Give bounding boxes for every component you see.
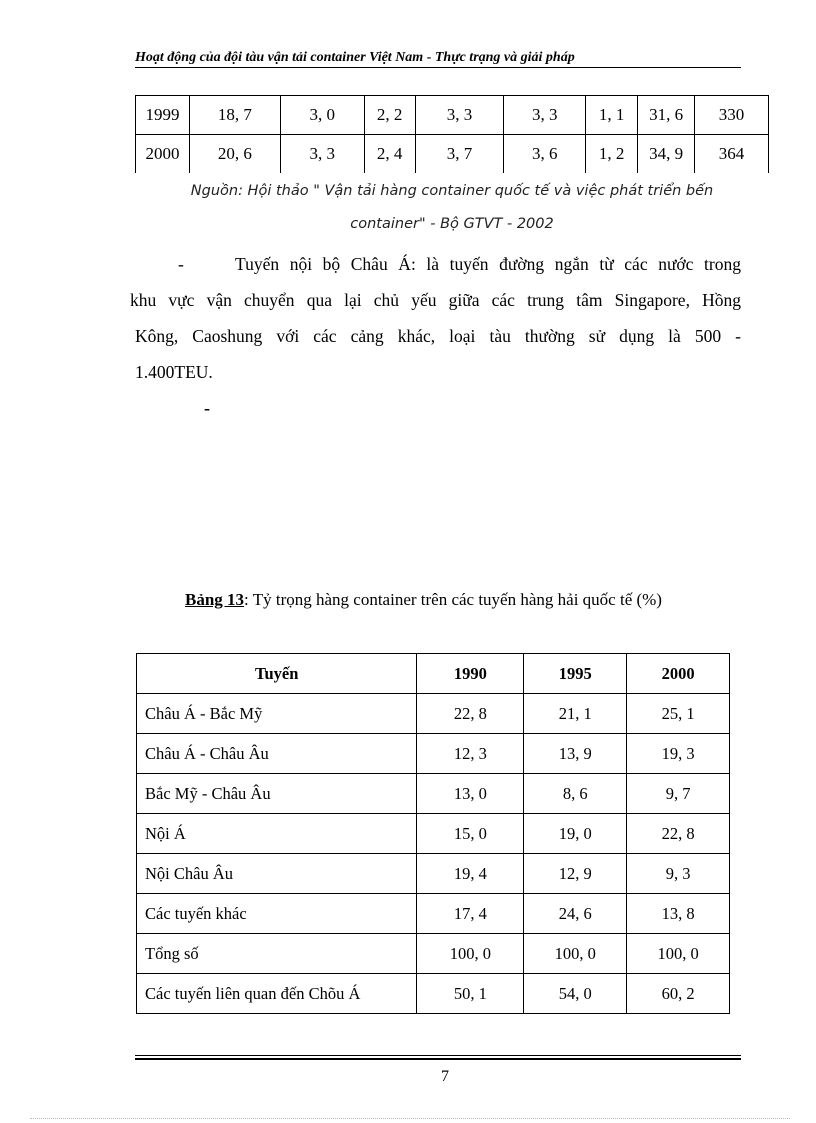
footer-rule: [135, 1058, 741, 1060]
table-cell: 3, 3: [280, 135, 364, 174]
table-row: [137, 734, 730, 774]
value-cell: 13, 8: [627, 894, 730, 934]
table-cell: 20, 6: [189, 135, 280, 174]
value-cell: 17, 4: [417, 894, 524, 934]
table-cell: 3, 6: [504, 135, 586, 174]
value-cell: 8, 6: [524, 774, 627, 814]
table-cell: 31, 6: [638, 96, 695, 135]
table-cell: 3, 7: [415, 135, 504, 174]
header-rule: [135, 67, 741, 68]
value-cell: 15, 0: [417, 814, 524, 854]
table-row: [137, 934, 730, 974]
running-header: Hoạt động của đội tàu vận tải container Việt Nam - Thực trạng và giải pháp: [135, 50, 575, 65]
source-line-2: container" - Bộ GTVT - 2002: [350, 216, 554, 232]
table-row: [137, 774, 730, 814]
value-cell: 22, 8: [627, 814, 730, 854]
continued-data-table: [135, 95, 769, 173]
value-cell: 54, 0: [524, 974, 627, 1014]
table-cell: 34, 9: [638, 135, 695, 174]
table-cell: 1, 1: [586, 96, 638, 135]
route-cell: Các tuyến khác: [137, 894, 417, 934]
footer-rule: [135, 1055, 741, 1056]
value-cell: 19, 0: [524, 814, 627, 854]
column-header: 2000: [627, 654, 730, 694]
page-number: 7: [441, 1068, 449, 1085]
value-cell: 60, 2: [627, 974, 730, 1014]
value-cell: 100, 0: [524, 934, 627, 974]
table-cell: 3, 3: [504, 96, 586, 135]
column-header: 1990: [417, 654, 524, 694]
table-cell: 330: [695, 96, 769, 135]
paragraph-line: khu vực vận chuyển qua lại chủ yếu giữa các trung tâm Singapore, Hồng: [130, 290, 741, 310]
paragraph-line: Tuyến nội bộ Châu Á: là tuyến đường ngắn từ các nước trong: [235, 254, 741, 274]
table-row: [137, 894, 730, 934]
paragraph-line: 1.400TEU.: [135, 362, 213, 382]
table-cell: 2, 4: [364, 135, 415, 174]
table-caption-text: : Tỷ trọng hàng container trên các tuyến hàng hải quốc tế (%): [244, 590, 662, 609]
table-cell: 2, 2: [364, 96, 415, 135]
table-cell: 3, 0: [280, 96, 364, 135]
table-caption-label: Bảng 13: [185, 590, 245, 609]
route-cell: Nội Á: [137, 814, 417, 854]
route-cell: Nội Châu Âu: [137, 854, 417, 894]
value-cell: 13, 0: [417, 774, 524, 814]
value-cell: 9, 3: [627, 854, 730, 894]
table-row: [137, 974, 730, 1014]
route-cell: Các tuyến liên quan đến Chõu Á: [137, 974, 417, 1014]
table-row: [137, 814, 730, 854]
value-cell: 19, 3: [627, 734, 730, 774]
value-cell: 21, 1: [524, 694, 627, 734]
table-cell: 364: [695, 135, 769, 174]
table-row: [137, 694, 730, 734]
container-share-table: [136, 653, 730, 1014]
route-cell: Châu Á - Châu Âu: [137, 734, 417, 774]
route-cell: Tổng số: [137, 934, 417, 974]
paragraph-line: Kông, Caoshung với các cảng khác, loại tàu thường sử dụng là 500 -: [135, 326, 741, 346]
column-header: Tuyến: [137, 654, 417, 694]
source-line-1: Nguồn: Hội thảo " Vận tải hàng container quốc tế và việc phát triển bến: [190, 183, 714, 199]
value-cell: 22, 8: [417, 694, 524, 734]
table-cell: 2000: [136, 135, 190, 174]
table-row: [136, 135, 769, 174]
value-cell: 25, 1: [627, 694, 730, 734]
bullet-dash: -: [178, 254, 184, 274]
table-header-row: [137, 654, 730, 694]
value-cell: 50, 1: [417, 974, 524, 1014]
table-cell: 18, 7: [189, 96, 280, 135]
value-cell: 12, 9: [524, 854, 627, 894]
table-row: [136, 96, 769, 135]
table-cell: 1, 2: [586, 135, 638, 174]
table-cell: 1999: [136, 96, 190, 135]
value-cell: 12, 3: [417, 734, 524, 774]
table-row: [137, 854, 730, 894]
table-caption: [185, 590, 662, 610]
page-edge-divider: [30, 1118, 790, 1119]
route-cell: Châu Á - Bắc Mỹ: [137, 694, 417, 734]
value-cell: 100, 0: [627, 934, 730, 974]
column-header: 1995: [524, 654, 627, 694]
table-cell: 3, 3: [415, 96, 504, 135]
value-cell: 13, 9: [524, 734, 627, 774]
value-cell: 9, 7: [627, 774, 730, 814]
route-cell: Bắc Mỹ - Châu Âu: [137, 774, 417, 814]
value-cell: 100, 0: [417, 934, 524, 974]
value-cell: 24, 6: [524, 894, 627, 934]
value-cell: 19, 4: [417, 854, 524, 894]
bullet-dash: -: [204, 398, 210, 418]
